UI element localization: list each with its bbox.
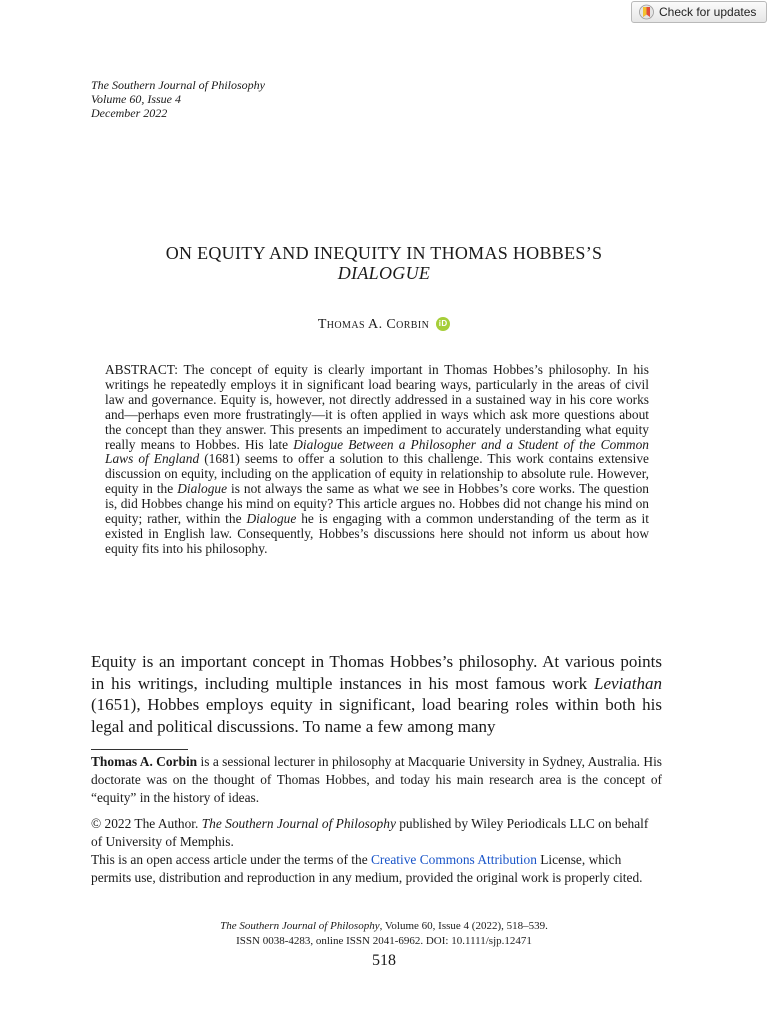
orcid-icon[interactable]: iD [436, 317, 450, 331]
article-title [0, 243, 768, 283]
abstract [105, 363, 649, 557]
author-line [0, 316, 768, 334]
copyright-pre: © 2022 The Author. [91, 816, 202, 831]
title-line-2: DIALOGUE [337, 263, 431, 283]
page-number: 518 [372, 952, 396, 969]
body-paragraph [91, 651, 662, 737]
footer-journal: The Southern Journal of Philosophy [220, 920, 380, 932]
body-part-1: Equity is an important concept in Thomas Hobbes’s philosophy. At various points in his writings, including multiple instances in his most famous work [91, 652, 662, 693]
crossmark-icon [639, 4, 654, 20]
author-name: Thomas A. Corbin [317, 317, 430, 332]
check-for-updates-label: Check for updates [659, 5, 757, 19]
copyright-line [91, 815, 662, 851]
page-footer [0, 919, 768, 949]
footnote-author: Thomas A. Corbin [91, 754, 198, 769]
body-leviathan: Leviathan [594, 673, 662, 693]
journal-date: December 2022 [91, 106, 168, 120]
abstract-work-title: Dialogue Between a Philosopher and a Student of the Common Laws of England [105, 436, 649, 467]
journal-name: The Southern Journal of Philosophy [91, 78, 265, 92]
copyright-journal: The Southern Journal of Philosophy [201, 816, 396, 831]
abstract-text [105, 363, 649, 557]
open-access-post: License, which permits use, distribution and reproduction in any medium, provided the original work is properly cited. [91, 852, 643, 885]
abstract-part-2: (1681) seems to offer a solution to this challenge. This work contains extensive discussion on equity, including on the application of equity in relationship to absolute rule. However, equity in the [105, 451, 649, 497]
journal-volume: Volume 60, Issue 4 [91, 92, 181, 106]
author-footnote [91, 753, 662, 807]
license-block [91, 815, 662, 887]
copyright-post: published by Wiley Periodicals LLC on behalf of University of Memphis. [91, 816, 649, 849]
open-access-line [91, 851, 662, 887]
abstract-part-4: he is engaging with a common understanding of the term as it existed in English law. Consequently, Hobbes’s discussions here should not inform us about how equity fits into his philosophy. [105, 511, 649, 556]
body-part-2: (1651), Hobbes employs equity in significant, load bearing roles within both his legal and political discussions. To name a few among many [91, 695, 662, 736]
abstract-part-3: is not always the same as what we see in Hobbes’s core works. The question is, did Hobbes change his mind on equity? This article argues no. Hobbes did not change his mind on equity; rather, within the [105, 481, 649, 527]
abstract-dialogue-1: Dialogue [177, 481, 228, 497]
footer-issn: ISSN 0038-4283, online ISSN 2041-6962. DOI: 10.1111/sjp.12471 [236, 935, 532, 947]
abstract-part-1: ABSTRACT: The concept of equity is clearly important in Thomas Hobbes’s philosophy. In his writings he repeatedly employs it in significant load bearing ways, particularly in the areas of civil law and governance. Equity is, however, not directly addressed in a sustained way in his core works and—perhaps even more frustratingly—it is often applied in ways which ask more questions about the concept than they answer. This presents an impediment to accurately understanding what equity really means to Hobbes. His late [105, 362, 649, 452]
footnote-text [91, 753, 662, 807]
footer-citation [0, 919, 768, 934]
journal-info [91, 78, 265, 120]
footnote-body: is a sessional lecturer in philosophy at Macquarie University in Sydney, Australia. His doctorate was on the thought of Thomas Hobbes, and today his main research area is the concept of “equity” in the history of ideas. [91, 754, 662, 805]
creative-commons-link[interactable]: Creative Commons Attribution [371, 852, 537, 867]
body-text [91, 651, 662, 737]
open-access-pre: This is an open access article under the terms of the [91, 852, 371, 867]
title-line-1: ON EQUITY AND INEQUITY IN THOMAS HOBBES’S [165, 243, 603, 263]
footnote-divider [91, 749, 188, 750]
check-for-updates-button[interactable] [631, 1, 767, 23]
abstract-dialogue-2: Dialogue [246, 511, 297, 527]
footer-citation-text: , Volume 60, Issue 4 (2022), 518–539. [379, 920, 548, 932]
